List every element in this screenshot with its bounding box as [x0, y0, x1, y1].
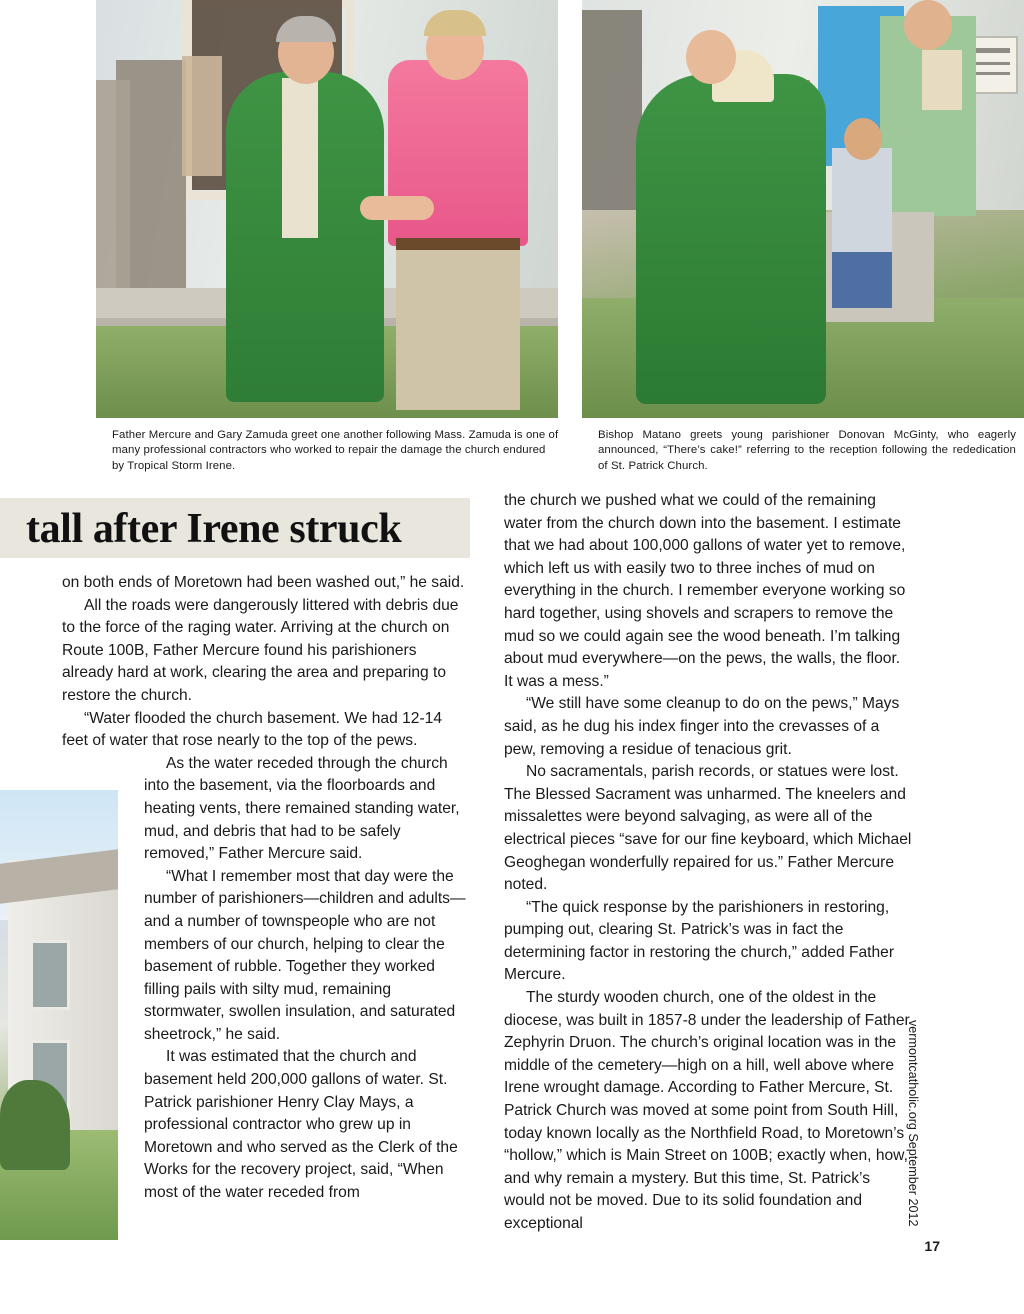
- photo-decor-green-vestment: [636, 74, 826, 404]
- photo-decor-bag: [922, 50, 962, 110]
- paragraph: on both ends of Moretown had been washed out,” he said.: [62, 574, 465, 591]
- publication-credit: [902, 1020, 922, 1260]
- photo-decor-crowd: [582, 10, 642, 210]
- paragraph: As the water receded through the church into the basement, via the floorboards and heating vents, there remained standing water, mud, and debris that had to be safely removed,” Father Mercure said.: [144, 754, 460, 863]
- paragraph: the church we pushed what we could of the remaining water from the church down into the basement. I estimate that we had about 100,000 gallons of water yet to remove, which left us with easily two to three inches of mud on everything in the church. I remember everyone working so hard together, using shovels and scrapers to remove the mud so we could again see the wood beneath. I’m talking about mud everywhere—on the pews, the walls, the floor. It was a mess.”: [504, 492, 906, 690]
- photo-decor-stole: [282, 78, 318, 238]
- photo-decor-face: [686, 30, 736, 84]
- publication-credit-text: vermontcatholic.org September 2012: [906, 1020, 920, 1227]
- paragraph: “The quick response by the parishioners in restoring, pumping out, clearing St. Patrick’s was in fact the determining factor in restoring the church,” added Father Mercure.: [504, 898, 895, 984]
- photo-decor-trousers: [396, 240, 520, 410]
- paragraph: “We still have some cleanup to do on the pews,” Mays said, as he dug his index finger into the crevasses of a pew, removing a residue of tenacious grit.: [504, 695, 900, 758]
- photo-decor-handshake: [360, 196, 434, 220]
- paragraph: It was estimated that the church and basement held 200,000 gallons of water. St. Patrick parishioner Henry Clay Mays, a professional contractor who grew up in Moretown and who served as the Clerk of the Works for the recovery project, said, “When most of the water receded from: [144, 1048, 458, 1202]
- photo-decor-child-shorts: [832, 252, 892, 308]
- father-mercure-handshake-photo: [96, 0, 558, 418]
- photo-decor-face: [904, 0, 952, 50]
- paragraph: “What I remember most that day were the number of parishioners—children and adults—and a number of townspeople who are not members of our church, helping to clear the basement of rubble. Together they worked filling pails with silty mud, remaining stormwater, swollen insulation, and saturated sheetrock,” he said.: [144, 867, 466, 1043]
- paragraph: The sturdy wooden church, one of the oldest in the diocese, was built in 1857-8 under the leadership of Father Zephyrin Druon. The church’s original location was in the middle of the cemetery—high on a hill, well above where Irene wrought damage. According to Father Mercure, St. Patrick Church was moved at some point from South Hill, today known locally as the Northfield Road, to Moretown’s “hollow,” which is Main Street on 100B; exactly when, how, and why remain a mystery. But this time, St. Patrick’s would not be moved. Due to its solid foundation and exceptional: [504, 989, 910, 1232]
- photo-decor-face: [844, 118, 882, 160]
- page-title: tall after Irene struck: [26, 506, 402, 552]
- photo-caption-left: Father Mercure and Gary Zamuda greet one another following Mass. Zamuda is one of many professional contractors who worked to repair the damage the church endured by Tropical Storm Irene.: [112, 429, 559, 472]
- photo-caption-right: Bishop Matano greets young parishioner Donovan McGinty, who eagerly announced, “There’s cake!” referring to the reception following the rededication of St. Patrick Church.: [598, 429, 1016, 472]
- page-number: 17: [924, 1238, 940, 1254]
- article-column-left: [62, 572, 468, 1205]
- article-column-right: [504, 490, 912, 1236]
- paragraph: “Water flooded the church basement. We had 12-14 feet of water that rose nearly to the top of the pews.: [62, 709, 442, 750]
- paragraph: No sacramentals, parish records, or statues were lost. The Blessed Sacrament was unharmed. The kneelers and missalettes were beyond salvaging, as were all of the electrical pieces “save for our fine keyboard, which Michael Geoghegan wonderfully repaired for us.” Father Mercure noted.: [504, 763, 912, 894]
- photo-decor-belt: [396, 238, 520, 250]
- photo-decor-crowd: [96, 80, 130, 320]
- photo-decor-shrub: [0, 1080, 70, 1170]
- bishop-matano-photo: [582, 0, 1024, 418]
- photo-decor-crowd: [182, 56, 222, 176]
- paragraph: All the roads were dangerously littered with debris due to the force of the raging water. Arriving at the church on Route 100B, Father Mercure found his parishioners already hard at work, clearing the area and preparing to restore the church.: [62, 596, 459, 704]
